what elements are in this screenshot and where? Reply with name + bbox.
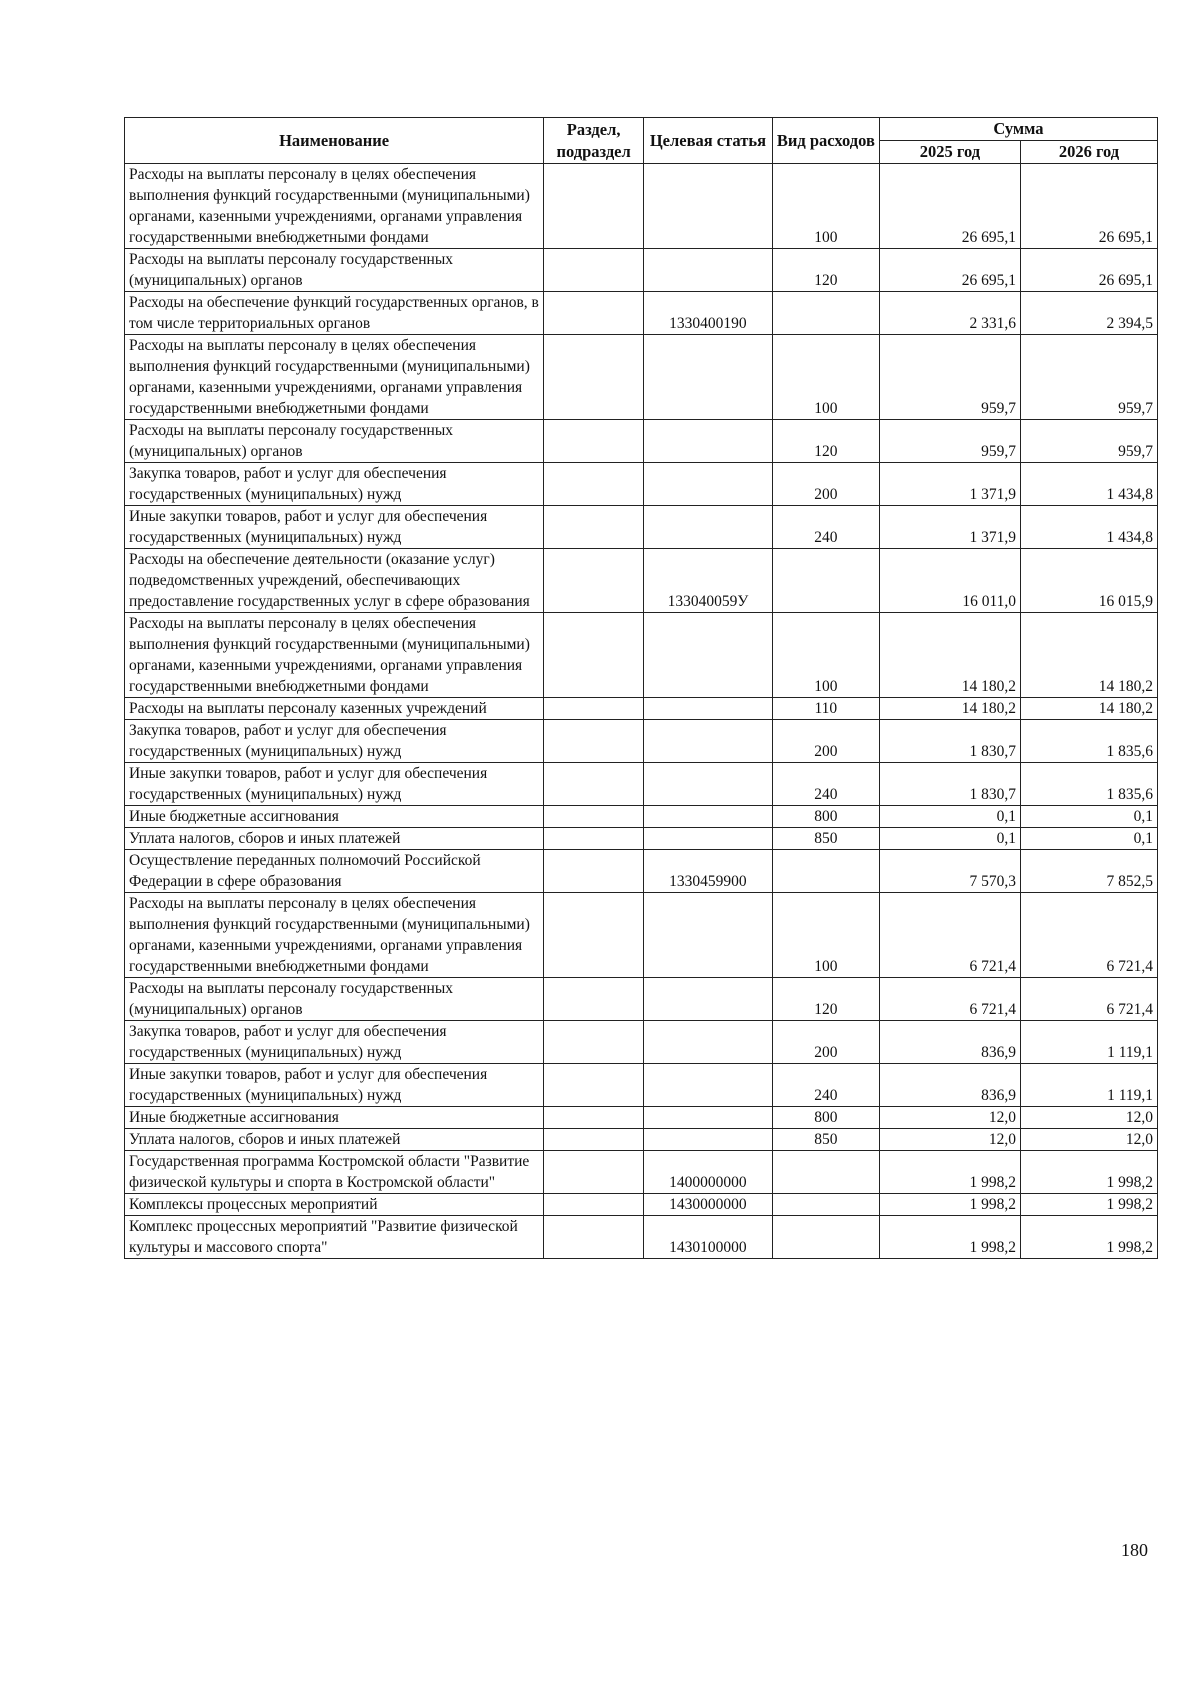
row-name-cell: Комплекс процессных мероприятий "Развитие физической культуры и массового спорта" bbox=[125, 1216, 544, 1259]
row-sum-2026-cell: 0,1 bbox=[1021, 806, 1158, 828]
row-name-cell: Уплата налогов, сборов и иных платежей bbox=[125, 828, 544, 850]
row-type-cell: 120 bbox=[772, 978, 879, 1021]
row-sum-2025-cell: 836,9 bbox=[879, 1064, 1020, 1107]
row-sum-2026-cell: 1 119,1 bbox=[1021, 1064, 1158, 1107]
col-header-sum: Сумма bbox=[879, 118, 1157, 141]
row-name-cell: Закупка товаров, работ и услуг для обеспечения государственных (муниципальных) нужд bbox=[125, 720, 544, 763]
row-name-cell: Расходы на выплаты персоналу государственных (муниципальных) органов bbox=[125, 420, 544, 463]
row-type-cell: 100 bbox=[772, 893, 879, 978]
table-body bbox=[125, 164, 1158, 1259]
row-name-cell: Уплата налогов, сборов и иных платежей bbox=[125, 1129, 544, 1151]
row-name-cell: Расходы на выплаты персоналу казенных учреждений bbox=[125, 698, 544, 720]
row-name-cell: Иные закупки товаров, работ и услуг для обеспечения государственных (муниципальных) нужд bbox=[125, 506, 544, 549]
row-type-cell: 120 bbox=[772, 249, 879, 292]
row-section-cell bbox=[544, 1194, 644, 1216]
table-row bbox=[125, 613, 1158, 698]
row-sum-2026-cell: 6 721,4 bbox=[1021, 978, 1158, 1021]
row-target-cell bbox=[644, 806, 773, 828]
row-name-cell: Расходы на выплаты персоналу государственных (муниципальных) органов bbox=[125, 249, 544, 292]
row-name-cell: Расходы на выплаты персоналу в целях обеспечения выполнения функций государственными (муниципальными) органами, казенными учреждениями, органами управления государственными внебюджетными фондами bbox=[125, 335, 544, 420]
row-target-cell bbox=[644, 506, 773, 549]
row-sum-2025-cell: 26 695,1 bbox=[879, 249, 1020, 292]
table-row bbox=[125, 420, 1158, 463]
row-sum-2026-cell: 1 835,6 bbox=[1021, 720, 1158, 763]
row-target-cell bbox=[644, 893, 773, 978]
row-sum-2025-cell: 1 998,2 bbox=[879, 1151, 1020, 1194]
row-name-cell: Закупка товаров, работ и услуг для обеспечения государственных (муниципальных) нужд bbox=[125, 463, 544, 506]
col-header-year-2025: 2025 год bbox=[879, 141, 1020, 164]
table-row bbox=[125, 1151, 1158, 1194]
row-type-cell bbox=[772, 292, 879, 335]
row-section-cell bbox=[544, 249, 644, 292]
row-sum-2025-cell: 959,7 bbox=[879, 420, 1020, 463]
row-sum-2025-cell: 6 721,4 bbox=[879, 893, 1020, 978]
row-sum-2025-cell: 1 998,2 bbox=[879, 1216, 1020, 1259]
row-section-cell bbox=[544, 828, 644, 850]
row-target-cell bbox=[644, 1064, 773, 1107]
row-name-cell: Комплексы процессных мероприятий bbox=[125, 1194, 544, 1216]
row-sum-2026-cell: 1 998,2 bbox=[1021, 1216, 1158, 1259]
row-name-cell: Расходы на выплаты персоналу в целях обеспечения выполнения функций государственными (муниципальными) органами, казенными учреждениями, органами управления государственными внебюджетными фондами bbox=[125, 893, 544, 978]
col-header-name: Наименование bbox=[125, 118, 544, 164]
row-sum-2025-cell: 12,0 bbox=[879, 1107, 1020, 1129]
table-row bbox=[125, 249, 1158, 292]
row-section-cell bbox=[544, 549, 644, 613]
row-type-cell: 240 bbox=[772, 1064, 879, 1107]
row-name-cell: Расходы на выплаты персоналу в целях обеспечения выполнения функций государственными (муниципальными) органами, казенными учреждениями, органами управления государственными внебюджетными фондами bbox=[125, 613, 544, 698]
row-sum-2026-cell: 1 434,8 bbox=[1021, 463, 1158, 506]
row-sum-2025-cell: 1 371,9 bbox=[879, 463, 1020, 506]
row-sum-2025-cell: 26 695,1 bbox=[879, 164, 1020, 249]
table-row bbox=[125, 806, 1158, 828]
row-type-cell: 850 bbox=[772, 1129, 879, 1151]
header-row bbox=[125, 118, 1158, 141]
row-name-cell: Расходы на выплаты персоналу в целях обеспечения выполнения функций государственными (муниципальными) органами, казенными учреждениями, органами управления государственными внебюджетными фондами bbox=[125, 164, 544, 249]
row-name-cell: Закупка товаров, работ и услуг для обеспечения государственных (муниципальных) нужд bbox=[125, 1021, 544, 1064]
row-sum-2025-cell: 1 830,7 bbox=[879, 763, 1020, 806]
row-section-cell bbox=[544, 164, 644, 249]
row-type-cell: 100 bbox=[772, 613, 879, 698]
table-row bbox=[125, 549, 1158, 613]
row-section-cell bbox=[544, 420, 644, 463]
row-target-cell: 1330400190 bbox=[644, 292, 773, 335]
table-row bbox=[125, 1216, 1158, 1259]
row-section-cell bbox=[544, 1151, 644, 1194]
table-row bbox=[125, 1194, 1158, 1216]
table-row bbox=[125, 1129, 1158, 1151]
row-name-cell: Осуществление переданных полномочий Российской Федерации в сфере образования bbox=[125, 850, 544, 893]
row-sum-2026-cell: 959,7 bbox=[1021, 420, 1158, 463]
row-sum-2026-cell: 1 998,2 bbox=[1021, 1194, 1158, 1216]
table-row bbox=[125, 850, 1158, 893]
table-row bbox=[125, 506, 1158, 549]
row-section-cell bbox=[544, 1129, 644, 1151]
row-section-cell bbox=[544, 978, 644, 1021]
row-sum-2025-cell: 7 570,3 bbox=[879, 850, 1020, 893]
row-type-cell: 800 bbox=[772, 806, 879, 828]
table-row bbox=[125, 292, 1158, 335]
row-sum-2026-cell: 16 015,9 bbox=[1021, 549, 1158, 613]
row-sum-2025-cell: 16 011,0 bbox=[879, 549, 1020, 613]
row-sum-2025-cell: 0,1 bbox=[879, 806, 1020, 828]
row-sum-2025-cell: 1 371,9 bbox=[879, 506, 1020, 549]
row-type-cell: 240 bbox=[772, 763, 879, 806]
row-target-cell: 1330459900 bbox=[644, 850, 773, 893]
row-target-cell bbox=[644, 249, 773, 292]
row-name-cell: Расходы на обеспечение деятельности (оказание услуг) подведомственных учреждений, обеспечивающих предоставление государственных услуг в сфере образования bbox=[125, 549, 544, 613]
col-header-section: Раздел, подраздел bbox=[544, 118, 644, 164]
row-type-cell bbox=[772, 1194, 879, 1216]
row-type-cell: 200 bbox=[772, 463, 879, 506]
row-sum-2026-cell: 12,0 bbox=[1021, 1129, 1158, 1151]
budget-table bbox=[124, 117, 1158, 1259]
row-type-cell: 110 bbox=[772, 698, 879, 720]
row-sum-2026-cell: 1 434,8 bbox=[1021, 506, 1158, 549]
row-target-cell bbox=[644, 828, 773, 850]
row-section-cell bbox=[544, 1107, 644, 1129]
row-sum-2026-cell: 12,0 bbox=[1021, 1107, 1158, 1129]
row-type-cell: 120 bbox=[772, 420, 879, 463]
col-header-target: Целевая статья bbox=[644, 118, 773, 164]
row-type-cell bbox=[772, 1151, 879, 1194]
row-target-cell bbox=[644, 1021, 773, 1064]
table-row bbox=[125, 463, 1158, 506]
table-row bbox=[125, 1064, 1158, 1107]
table-row bbox=[125, 1021, 1158, 1064]
row-sum-2025-cell: 14 180,2 bbox=[879, 698, 1020, 720]
row-sum-2026-cell: 2 394,5 bbox=[1021, 292, 1158, 335]
row-target-cell bbox=[644, 613, 773, 698]
table-row bbox=[125, 763, 1158, 806]
row-section-cell bbox=[544, 1064, 644, 1107]
row-sum-2026-cell: 14 180,2 bbox=[1021, 698, 1158, 720]
row-type-cell bbox=[772, 549, 879, 613]
row-sum-2025-cell: 0,1 bbox=[879, 828, 1020, 850]
row-sum-2026-cell: 1 998,2 bbox=[1021, 1151, 1158, 1194]
row-sum-2026-cell: 6 721,4 bbox=[1021, 893, 1158, 978]
row-target-cell bbox=[644, 420, 773, 463]
row-name-cell: Расходы на обеспечение функций государственных органов, в том числе территориальных органов bbox=[125, 292, 544, 335]
row-target-cell bbox=[644, 698, 773, 720]
row-target-cell: 1430100000 bbox=[644, 1216, 773, 1259]
row-sum-2026-cell: 26 695,1 bbox=[1021, 164, 1158, 249]
row-type-cell: 200 bbox=[772, 720, 879, 763]
row-sum-2026-cell: 7 852,5 bbox=[1021, 850, 1158, 893]
table-row bbox=[125, 335, 1158, 420]
row-target-cell bbox=[644, 720, 773, 763]
row-type-cell: 240 bbox=[772, 506, 879, 549]
row-sum-2026-cell: 0,1 bbox=[1021, 828, 1158, 850]
row-target-cell bbox=[644, 1129, 773, 1151]
row-section-cell bbox=[544, 335, 644, 420]
row-type-cell: 100 bbox=[772, 164, 879, 249]
row-target-cell bbox=[644, 763, 773, 806]
row-sum-2025-cell: 2 331,6 bbox=[879, 292, 1020, 335]
row-type-cell bbox=[772, 850, 879, 893]
row-target-cell bbox=[644, 978, 773, 1021]
page-number: 180 bbox=[1121, 1540, 1148, 1560]
row-name-cell: Иные бюджетные ассигнования bbox=[125, 806, 544, 828]
table-row bbox=[125, 1107, 1158, 1129]
row-section-cell bbox=[544, 1216, 644, 1259]
row-section-cell bbox=[544, 763, 644, 806]
row-type-cell: 850 bbox=[772, 828, 879, 850]
row-section-cell bbox=[544, 463, 644, 506]
row-type-cell bbox=[772, 1216, 879, 1259]
row-sum-2025-cell: 1 830,7 bbox=[879, 720, 1020, 763]
row-section-cell bbox=[544, 720, 644, 763]
row-type-cell: 200 bbox=[772, 1021, 879, 1064]
row-sum-2025-cell: 14 180,2 bbox=[879, 613, 1020, 698]
row-section-cell bbox=[544, 292, 644, 335]
row-sum-2026-cell: 959,7 bbox=[1021, 335, 1158, 420]
row-target-cell bbox=[644, 164, 773, 249]
row-sum-2025-cell: 836,9 bbox=[879, 1021, 1020, 1064]
row-name-cell: Иные бюджетные ассигнования bbox=[125, 1107, 544, 1129]
row-target-cell: 133040059У bbox=[644, 549, 773, 613]
row-sum-2025-cell: 959,7 bbox=[879, 335, 1020, 420]
row-section-cell bbox=[544, 806, 644, 828]
table-row bbox=[125, 164, 1158, 249]
row-target-cell: 1400000000 bbox=[644, 1151, 773, 1194]
row-sum-2026-cell: 1 119,1 bbox=[1021, 1021, 1158, 1064]
table-row bbox=[125, 828, 1158, 850]
row-sum-2025-cell: 6 721,4 bbox=[879, 978, 1020, 1021]
row-target-cell bbox=[644, 463, 773, 506]
row-name-cell: Иные закупки товаров, работ и услуг для обеспечения государственных (муниципальных) нужд bbox=[125, 1064, 544, 1107]
row-target-cell bbox=[644, 1107, 773, 1129]
table-row bbox=[125, 720, 1158, 763]
row-name-cell: Государственная программа Костромской области "Развитие физической культуры и спорта в Костромской области" bbox=[125, 1151, 544, 1194]
row-name-cell: Расходы на выплаты персоналу государственных (муниципальных) органов bbox=[125, 978, 544, 1021]
row-name-cell: Иные закупки товаров, работ и услуг для обеспечения государственных (муниципальных) нужд bbox=[125, 763, 544, 806]
row-type-cell: 800 bbox=[772, 1107, 879, 1129]
row-section-cell bbox=[544, 698, 644, 720]
row-section-cell bbox=[544, 506, 644, 549]
row-sum-2025-cell: 1 998,2 bbox=[879, 1194, 1020, 1216]
row-sum-2026-cell: 14 180,2 bbox=[1021, 613, 1158, 698]
row-target-cell bbox=[644, 335, 773, 420]
row-section-cell bbox=[544, 893, 644, 978]
row-section-cell bbox=[544, 1021, 644, 1064]
row-sum-2026-cell: 26 695,1 bbox=[1021, 249, 1158, 292]
table-row bbox=[125, 893, 1158, 978]
row-target-cell: 1430000000 bbox=[644, 1194, 773, 1216]
col-header-year-2026: 2026 год bbox=[1021, 141, 1158, 164]
row-sum-2026-cell: 1 835,6 bbox=[1021, 763, 1158, 806]
table-row bbox=[125, 698, 1158, 720]
row-section-cell bbox=[544, 850, 644, 893]
row-type-cell: 100 bbox=[772, 335, 879, 420]
row-section-cell bbox=[544, 613, 644, 698]
row-sum-2025-cell: 12,0 bbox=[879, 1129, 1020, 1151]
col-header-type: Вид расходов bbox=[772, 118, 879, 164]
table-row bbox=[125, 978, 1158, 1021]
